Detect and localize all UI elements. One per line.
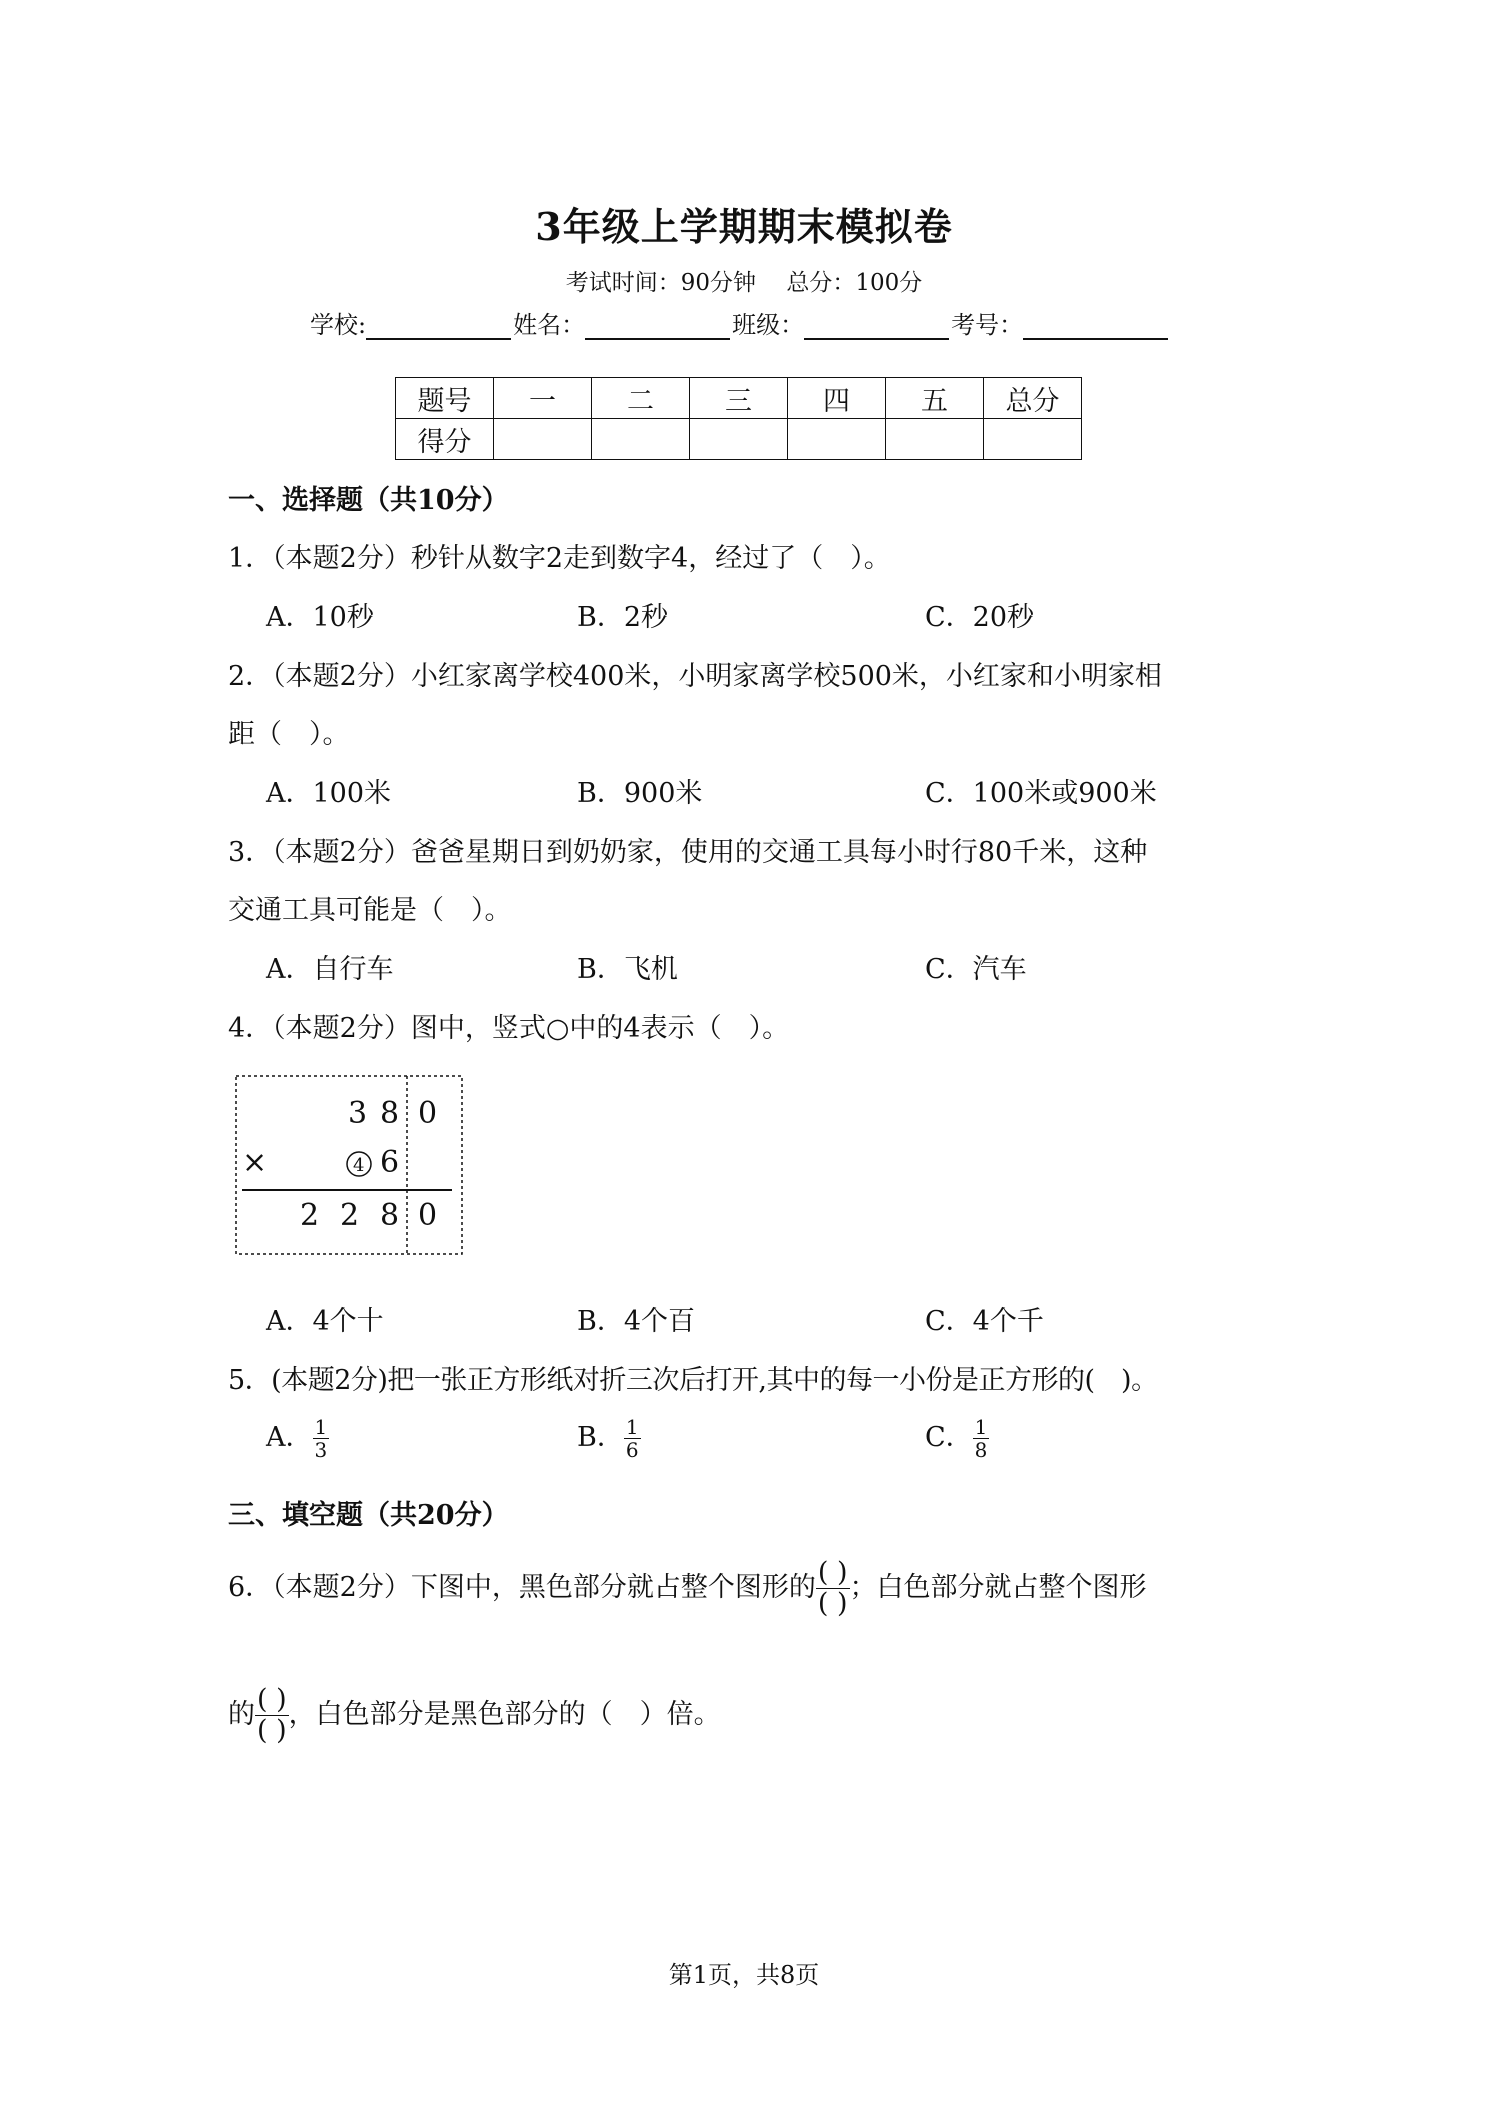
class-label: 班级： bbox=[732, 311, 805, 339]
score-cell: 二 bbox=[592, 378, 690, 419]
question-6-line-2 bbox=[228, 1685, 721, 1746]
q3-option-c[interactable]: C．汽车 bbox=[925, 954, 1027, 985]
question-2-line-2: 距（ ）。 bbox=[228, 719, 350, 750]
fraction-blank[interactable] bbox=[816, 1558, 850, 1619]
page-title: 3年级上学期期末模拟卷 bbox=[535, 204, 953, 249]
q6-text: 6．（本题2分）下图中，黑色部分就占整个图形的 bbox=[228, 1572, 816, 1603]
student-info-line bbox=[310, 305, 1170, 340]
score-cell: 五 bbox=[886, 378, 984, 419]
class-blank[interactable] bbox=[804, 312, 949, 340]
q5-option-a[interactable] bbox=[266, 1415, 329, 1461]
q5-option-b[interactable] bbox=[577, 1415, 641, 1461]
q6-text: ，白色部分是黑色部分的（ ）倍。 bbox=[288, 1699, 721, 1730]
section-3-heading: 三、填空题（共20分） bbox=[228, 1500, 509, 1531]
score-cell: 三 bbox=[690, 378, 788, 419]
q1-option-c[interactable]: C．20秒 bbox=[925, 602, 1035, 633]
vertical-multiplication-figure bbox=[230, 1070, 470, 1260]
score-cell: 得分 bbox=[396, 419, 494, 460]
fraction bbox=[624, 1416, 641, 1461]
question-4: 4．（本题2分）图中，竖式○中的4表示（ ）。 bbox=[228, 1013, 790, 1044]
fig-digit: 6 bbox=[380, 1145, 400, 1180]
fig-digit: 0 bbox=[418, 1096, 438, 1131]
school-blank[interactable] bbox=[366, 312, 511, 340]
exam-number-label: 考号： bbox=[951, 311, 1024, 339]
q2-option-a[interactable]: A．100米 bbox=[266, 778, 392, 809]
circled-digit: 4 bbox=[353, 1155, 365, 1176]
fraction-denominator: 8 bbox=[974, 1438, 988, 1462]
fig-digit: 2 bbox=[340, 1198, 360, 1233]
fig-digit: 2 bbox=[300, 1198, 320, 1233]
q4-option-c[interactable]: C．4个千 bbox=[925, 1306, 1044, 1337]
score-cell[interactable] bbox=[886, 419, 984, 460]
q2-option-c[interactable]: C．100米或900米 bbox=[925, 778, 1157, 809]
fraction-denominator: ( ) bbox=[257, 1715, 287, 1746]
exam-number-blank[interactable] bbox=[1023, 312, 1168, 340]
times-sign: × bbox=[242, 1145, 268, 1180]
score-cell[interactable] bbox=[494, 419, 592, 460]
score-cell[interactable] bbox=[984, 419, 1082, 460]
score-cell[interactable] bbox=[690, 419, 788, 460]
score-table-header-row bbox=[396, 378, 1082, 419]
fig-digit: 0 bbox=[418, 1198, 438, 1233]
name-blank[interactable] bbox=[585, 312, 730, 340]
q3-option-a[interactable]: A．自行车 bbox=[266, 954, 394, 985]
fig-digit: 8 bbox=[380, 1096, 400, 1131]
fraction-numerator: ( ) bbox=[817, 1557, 848, 1588]
page-footer: 第1页，共8页 bbox=[668, 1961, 820, 1989]
fraction bbox=[313, 1416, 330, 1461]
q4-option-b[interactable]: B．4个百 bbox=[577, 1306, 696, 1337]
option-label: C． bbox=[925, 1422, 973, 1453]
name-label: 姓名： bbox=[513, 311, 586, 339]
score-cell[interactable] bbox=[788, 419, 886, 460]
score-cell: 四 bbox=[788, 378, 886, 419]
score-table-score-row bbox=[396, 419, 1082, 460]
score-cell: 总分 bbox=[984, 378, 1082, 419]
score-cell: 题号 bbox=[396, 378, 494, 419]
q3-option-b[interactable]: B．飞机 bbox=[577, 954, 678, 985]
exam-info: 考试时间：90分钟 总分：100分 bbox=[565, 270, 923, 296]
school-label: 学校: bbox=[310, 311, 367, 339]
score-table bbox=[395, 377, 1082, 460]
fraction-denominator: ( ) bbox=[817, 1588, 848, 1619]
fraction-numerator: 1 bbox=[625, 1415, 639, 1439]
question-2-line-1: 2．（本题2分）小红家离学校400米，小明家离学校500米，小红家和小明家相 bbox=[228, 661, 1162, 692]
fraction-numerator: 1 bbox=[974, 1415, 988, 1439]
question-3-line-2: 交通工具可能是（ ）。 bbox=[228, 895, 512, 926]
question-6-line-1 bbox=[228, 1558, 1147, 1619]
q6-text: ；白色部分就占整个图形 bbox=[849, 1572, 1147, 1603]
question-5: 5．(本题2分)把一张正方形纸对折三次后打开,其中的每一小份是正方形的( )。 bbox=[228, 1365, 1158, 1396]
question-1: 1．（本题2分）秒针从数字2走到数字4，经过了（ ）。 bbox=[228, 543, 891, 574]
fraction-numerator: ( ) bbox=[257, 1684, 287, 1715]
option-label: B． bbox=[577, 1422, 624, 1453]
fraction-blank[interactable] bbox=[255, 1685, 289, 1746]
fig-digit: 8 bbox=[380, 1198, 400, 1233]
fraction-numerator: 1 bbox=[314, 1415, 328, 1439]
fig-digit: 3 bbox=[348, 1096, 368, 1131]
q4-option-a[interactable]: A．4个十 bbox=[266, 1306, 384, 1337]
fraction-denominator: 3 bbox=[314, 1438, 328, 1462]
q1-option-b[interactable]: B．2秒 bbox=[577, 602, 669, 633]
fraction-denominator: 6 bbox=[625, 1438, 639, 1462]
q2-option-b[interactable]: B．900米 bbox=[577, 778, 703, 809]
question-3-line-1: 3．（本题2分）爸爸星期日到奶奶家，使用的交通工具每小时行80千米，这种 bbox=[228, 837, 1148, 868]
score-cell: 一 bbox=[494, 378, 592, 419]
option-label: A． bbox=[266, 1422, 313, 1453]
q1-option-a[interactable]: A．10秒 bbox=[266, 602, 374, 633]
fraction bbox=[973, 1416, 990, 1461]
q5-option-c[interactable] bbox=[925, 1415, 989, 1461]
section-1-heading: 一、选择题（共10分） bbox=[228, 485, 509, 516]
q6-text: 的 bbox=[228, 1699, 255, 1730]
score-cell[interactable] bbox=[592, 419, 690, 460]
